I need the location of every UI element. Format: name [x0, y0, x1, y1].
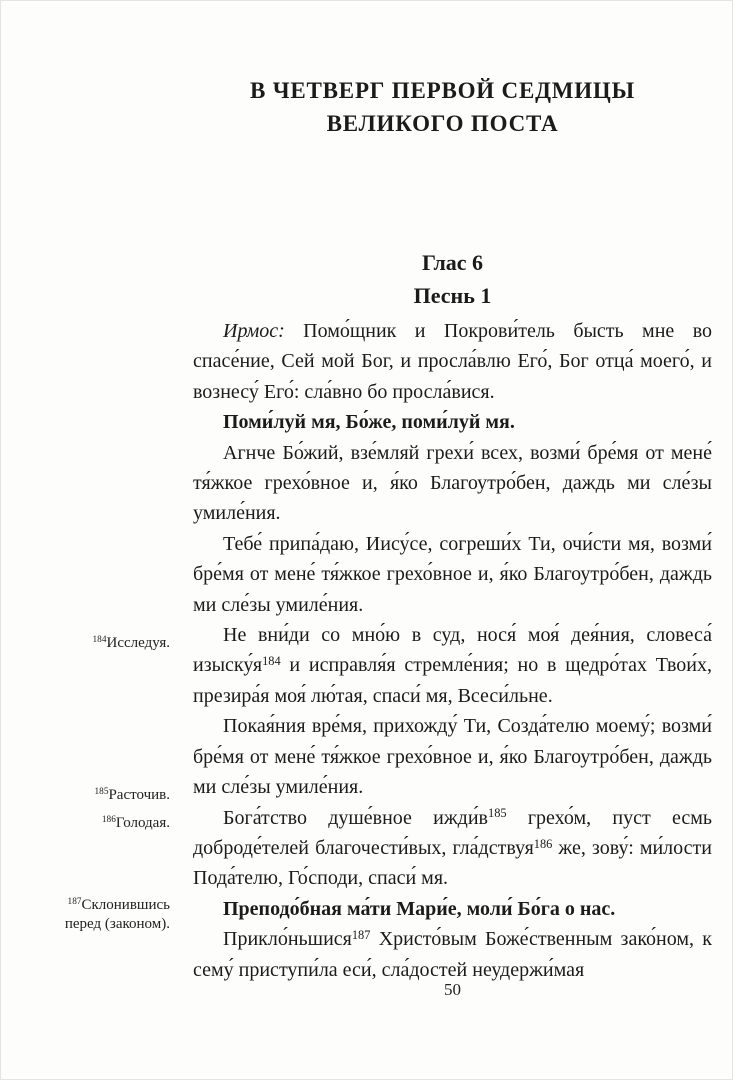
margin-note-186: $^{186}$Голодая.	[101, 815, 170, 831]
text-segment: и исправля́я стремле́ния; но в щедро́тах Твои́х, презира́я моя́ лю́тая, спаси́ мя, Всеси́льне.	[193, 654, 712, 707]
text-segment: Христо́вым Боже́ственным зако́ном, к сему́ приступи́ла еси́, сла́достей неудержи́мая	[193, 928, 712, 981]
paragraph-7	[193, 803, 712, 894]
paragraph-4	[193, 529, 712, 620]
footnote-number: 187	[67, 897, 82, 908]
text-segment: Агнче Бо́жий, взе́мляй грехи́ всех, возми́ бре́мя от мене́ тя́жкое грехо́вное и, я́ко Благоутро́бен, даждь ми сле́зы умиле́ния.	[193, 441, 712, 525]
paragraph-2	[193, 407, 712, 437]
paragraph-8	[193, 894, 712, 924]
paragraph-9	[193, 924, 712, 985]
margin-note-185: $^{185}$Расточив.	[94, 787, 170, 803]
section-headings	[193, 246, 712, 312]
paragraph-5	[193, 620, 712, 711]
footnote-ref-187: 187	[351, 927, 371, 942]
body-text	[193, 316, 712, 988]
text-segment: Ирмос:	[223, 320, 304, 342]
text-segment: Прикло́ньшися	[223, 928, 352, 951]
text-segment: грехо́м, пуст есмь доброде́телей благочести́вых, гла́дствуя	[193, 806, 712, 859]
text-segment: Покая́ния вре́мя, прихожду́ Ти, Созда́телю моему́; возми́ бре́мя от мене́ тя́жкое грехо́вное и, я́ко Благоутро́бен, даждь ми сле́зы умиле́ния.	[193, 715, 712, 799]
footnote-number: 184	[92, 635, 107, 646]
chapter-title-line2: ВЕЛИКОГО ПОСТА	[326, 111, 559, 136]
footnote-number: 185	[94, 787, 109, 798]
glas-heading: Глас 6	[421, 250, 484, 275]
text-segment: Преподо́бная ма́ти Мари́е, моли́ Бо́га о нас.	[223, 897, 616, 920]
text-segment: Не вни́ди со мно́ю в суд, нося́ моя́ дея́ния, словеса́ изыску́я	[193, 624, 712, 677]
text-segment: Бога́тство душе́вное ижди́в	[223, 806, 488, 829]
page-number: 50	[444, 980, 461, 999]
footnote-ref-186: 186	[533, 836, 553, 851]
paragraph-6	[193, 711, 712, 802]
margin-note-184: $^{184}$Исследуя.	[92, 635, 170, 651]
text-segment: Тебе́ припа́даю, Иису́се, согреши́х Ти, очи́сти мя, возми́ бре́мя от мене́ тя́жкое грехо́вное и, я́ко Благоутро́бен, даждь ми сле́зы умиле́ния.	[193, 532, 712, 616]
text-segment: Поми́луй мя, Бо́же, поми́луй мя.	[223, 411, 515, 434]
chapter-title	[170, 74, 715, 140]
text-segment: Помо́щник и Покрови́тель бысть мне во спасе́ние, Сей мой Бог, и просла́влю Его́, Бог отца́ моего́, и вознесу́ Его́: сла́вно бо просла́вися.	[193, 320, 712, 403]
footnote-ref-185: 185	[488, 806, 507, 821]
paragraph-1	[193, 316, 712, 407]
footnote-number: 186	[101, 815, 116, 826]
text-segment: же, зову́: ми́лости Пода́телю, Го́споди, спаси́ мя.	[193, 836, 712, 890]
song-heading: Песнь 1	[413, 283, 492, 308]
paragraph-3	[193, 438, 712, 529]
margin-note-187: $^{187}$Склонившись перед (законом).	[64, 897, 170, 932]
footnote-ref-184: 184	[262, 654, 281, 669]
chapter-title-line1: В ЧЕТВЕРГ ПЕРВОЙ СЕДМИЦЫ	[250, 78, 635, 103]
